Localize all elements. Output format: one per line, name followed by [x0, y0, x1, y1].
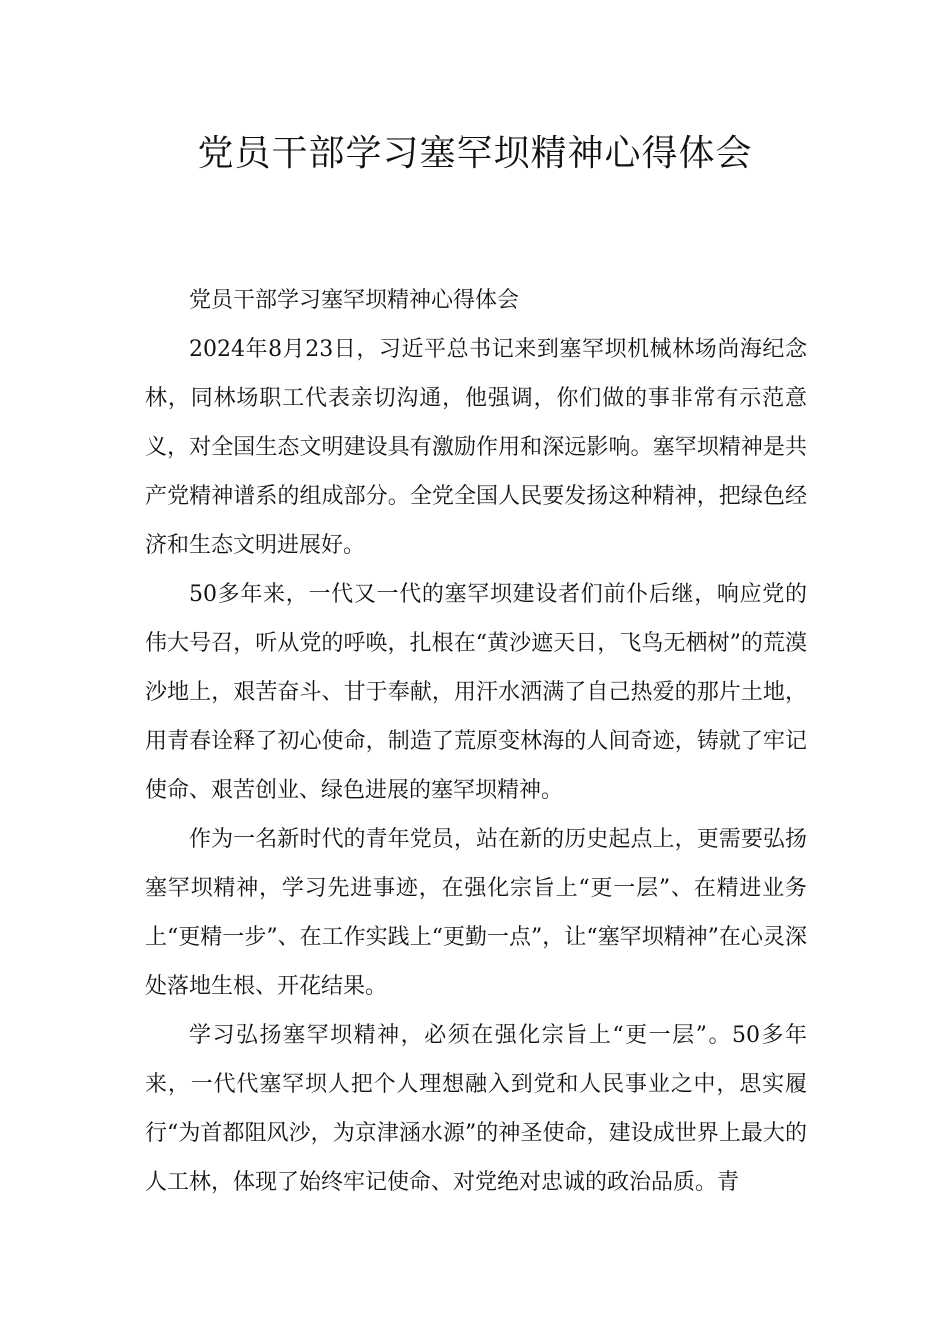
paragraph-subtitle: 党员干部学习塞罕坝精神心得体会 [189, 288, 520, 313]
paragraph: 作为一名新时代的青年党员，站在新的历史起点上，更需要弘扬塞罕坝精神，学习先进事迹，在强化宗旨上“更一层”、在精进业务上“更精一步”、在工作实践上“更勤一点”，让“塞罕坝精神”在心灵深处落地生根、开花结果。 [145, 827, 807, 999]
paragraph: 学习弘扬塞罕坝精神，必须在强化宗旨上“更一层”。50多年来，一代代塞罕坝人把个人理想融入到党和人民事业之中，思实履行“为首都阻风沙，为京津涵水源”的神圣使命，建设成世界上最大的人工林，体现了始终牢记使命、对党绝对忠诚的政治品质。青 [145, 1023, 807, 1195]
document-title: 党员干部学习塞罕坝精神心得体会 [197, 133, 753, 174]
paragraph: 50多年来，一代又一代的塞罕坝建设者们前仆后继，响应党的伟大号召，听从党的呼唤，扎根在“黄沙遮天日，飞鸟无栖树”的荒漠沙地上，艰苦奋斗、甘于奉献，用汗水洒满了自己热爱的那片土地，用青春诠释了初心使命，制造了荒原变林海的人间奇迹，铸就了牢记使命、艰苦创业、绿色进展的塞罕坝精神。 [145, 582, 807, 803]
document-body [145, 276, 807, 1207]
paragraph: 2024年8月23日，习近平总书记来到塞罕坝机械林场尚海纪念林，同林场职工代表亲切沟通，他强调，你们做的事非常有示范意义，对全国生态文明建设具有激励作用和深远影响。塞罕坝精神是共产党精神谱系的组成部分。全党全国人民要发扬这种精神，把绿色经济和生态文明进展好。 [145, 337, 807, 558]
